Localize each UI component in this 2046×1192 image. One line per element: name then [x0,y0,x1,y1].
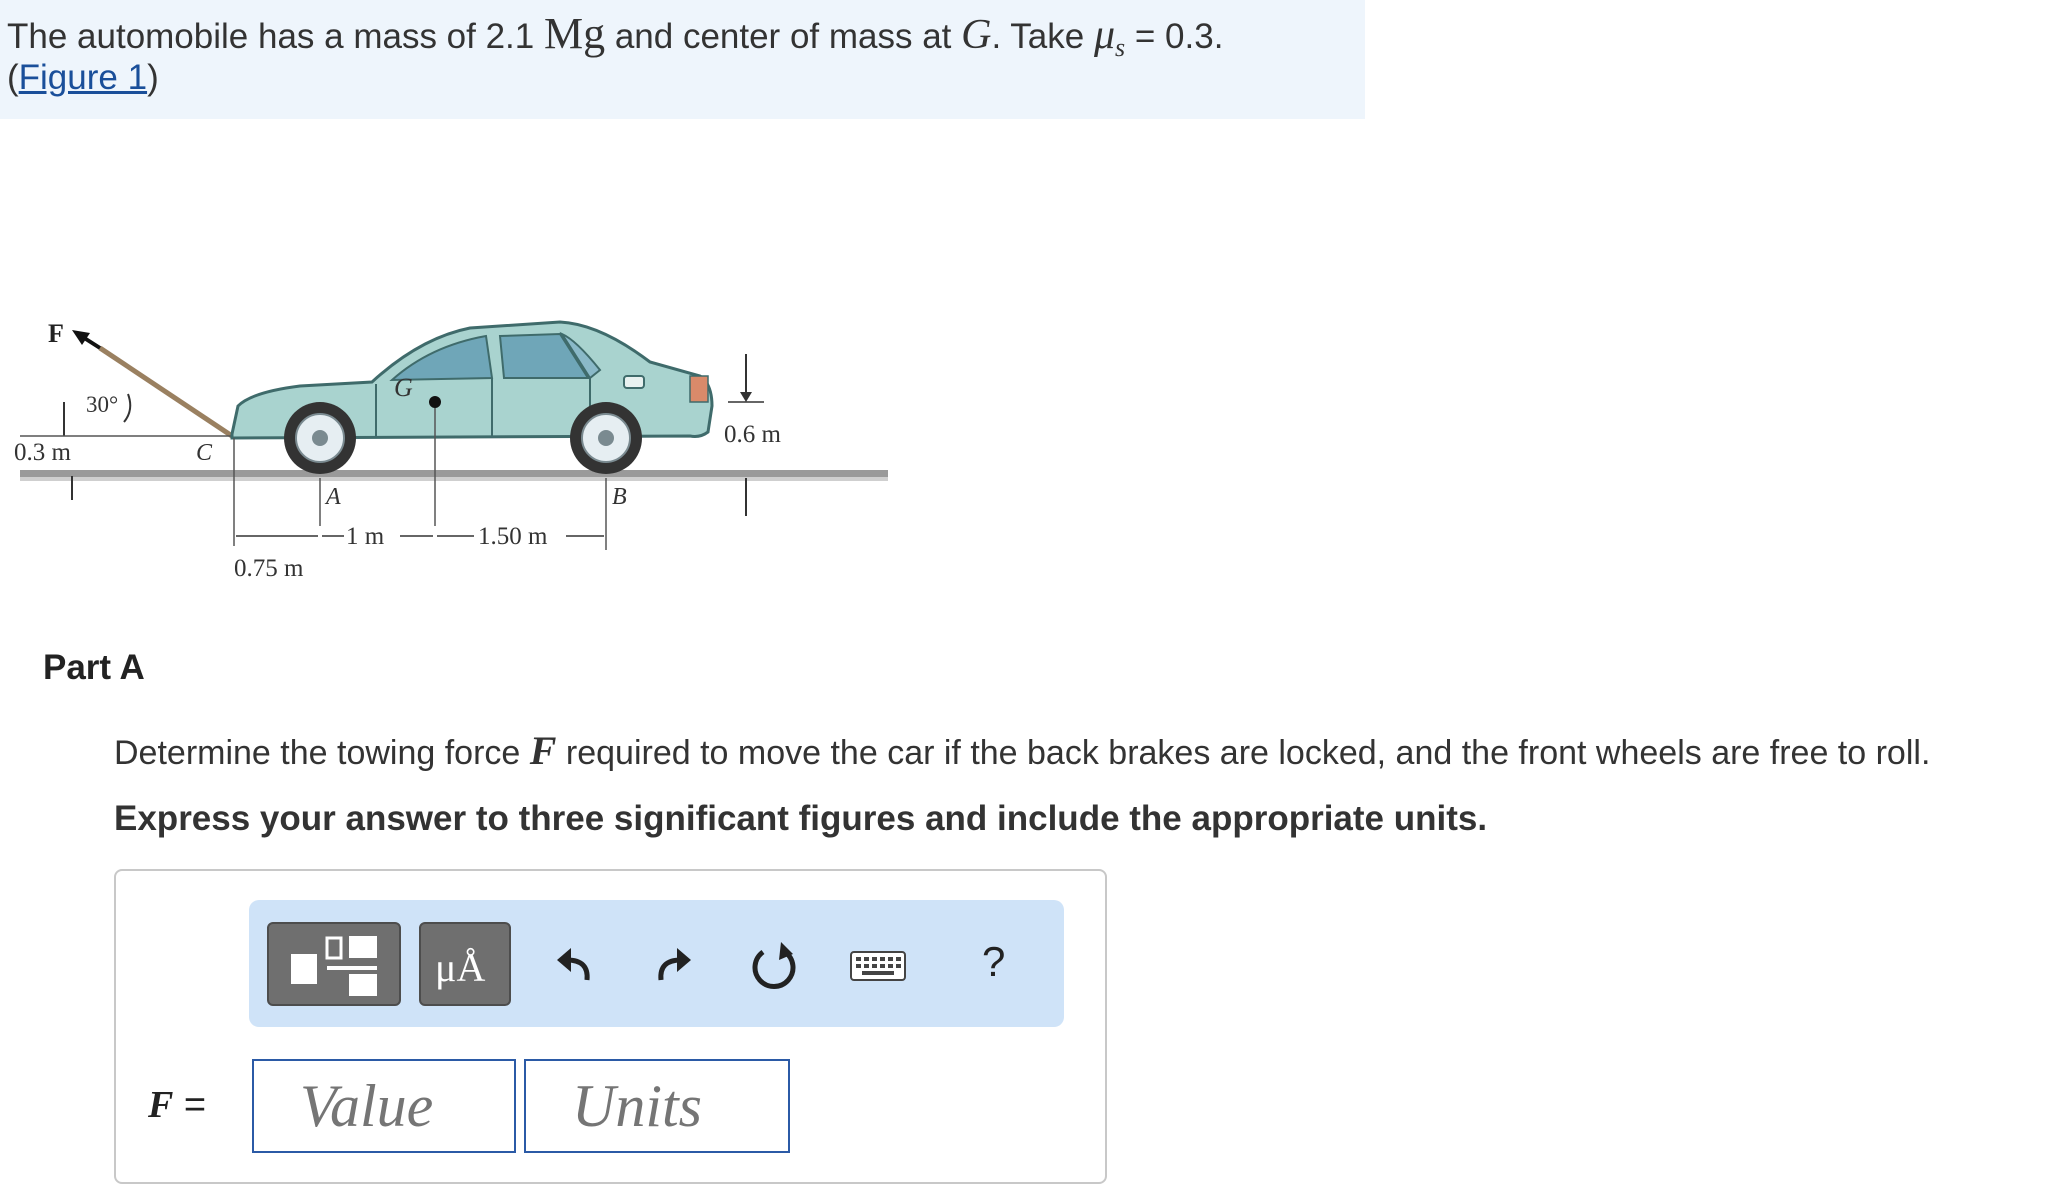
intro-text-1: The automobile has a mass of 2.1 [7,17,544,56]
fuel-cap [624,376,644,388]
problem-intro [0,0,1365,119]
center-of-mass-dot [429,396,441,408]
rear-hub-center [598,430,614,446]
units-button[interactable] [419,922,511,1006]
problem-statement [7,8,1223,63]
fraction-template-icon [287,930,387,1000]
part-title: Part A [43,648,145,687]
car-towing-figure [0,310,900,600]
question-pre: Determine the towing force [114,734,530,772]
undo-icon[interactable] [549,940,599,990]
angle-arc [124,394,130,422]
point-g-label: G [394,373,413,402]
templates-button[interactable] [267,922,401,1006]
redo-icon[interactable] [649,940,699,990]
front-hub-center [312,430,328,446]
mu-symbol: μ [1093,12,1116,58]
tow-rope [100,348,232,436]
point-b-label: B [612,484,627,510]
force-label: F [48,319,64,348]
point-a-label: A [326,484,341,510]
left-height-label: 0.3 m [14,439,71,466]
intro-text-2: and center of mass at [605,17,962,56]
ground-shadow [20,477,888,481]
mu-subscript: s [1115,33,1126,62]
question-text [114,727,1930,774]
units-button-label: μÅ [435,945,486,990]
units-input[interactable] [524,1059,790,1153]
angle-label: 30° [86,392,119,417]
mass-unit: Mg [543,9,606,58]
question-variable: F [529,728,557,773]
figure-link-line [7,58,159,98]
mu-value: = 0.3. [1125,17,1224,56]
figure-link[interactable]: Figure 1 [18,58,148,97]
dim-150-label: 1.50 m [478,523,548,550]
math-toolbar [249,900,1064,1027]
ground [20,470,888,477]
keyboard-icon[interactable] [849,950,907,984]
tail-light [690,376,708,402]
answer-label [148,1083,206,1127]
question-post: required to move the car if the back brakes are locked, and the front wheels are free to roll. [556,734,1931,772]
answer-instruction: Express your answer to three significant figures and include the appropriate units. [114,799,1488,838]
dim-1m-label: 1 m [346,523,385,550]
intro-text-3: . Take [991,17,1094,56]
value-input[interactable] [252,1059,516,1153]
com-symbol: G [961,12,992,58]
point-c-label: C [196,440,213,466]
answer-equals: = [173,1084,207,1126]
force-arrowhead [72,330,90,345]
paren-close: ) [147,58,159,97]
reset-icon[interactable] [747,940,801,994]
dim-075-label: 0.75 m [234,555,304,582]
right-dim-arrow-top [740,392,752,402]
answer-variable: F [148,1084,174,1126]
right-height-label: 0.6 m [724,421,781,448]
answer-box [114,869,1107,1184]
paren-open: ( [7,58,19,97]
help-button[interactable]: ? [982,938,1006,985]
